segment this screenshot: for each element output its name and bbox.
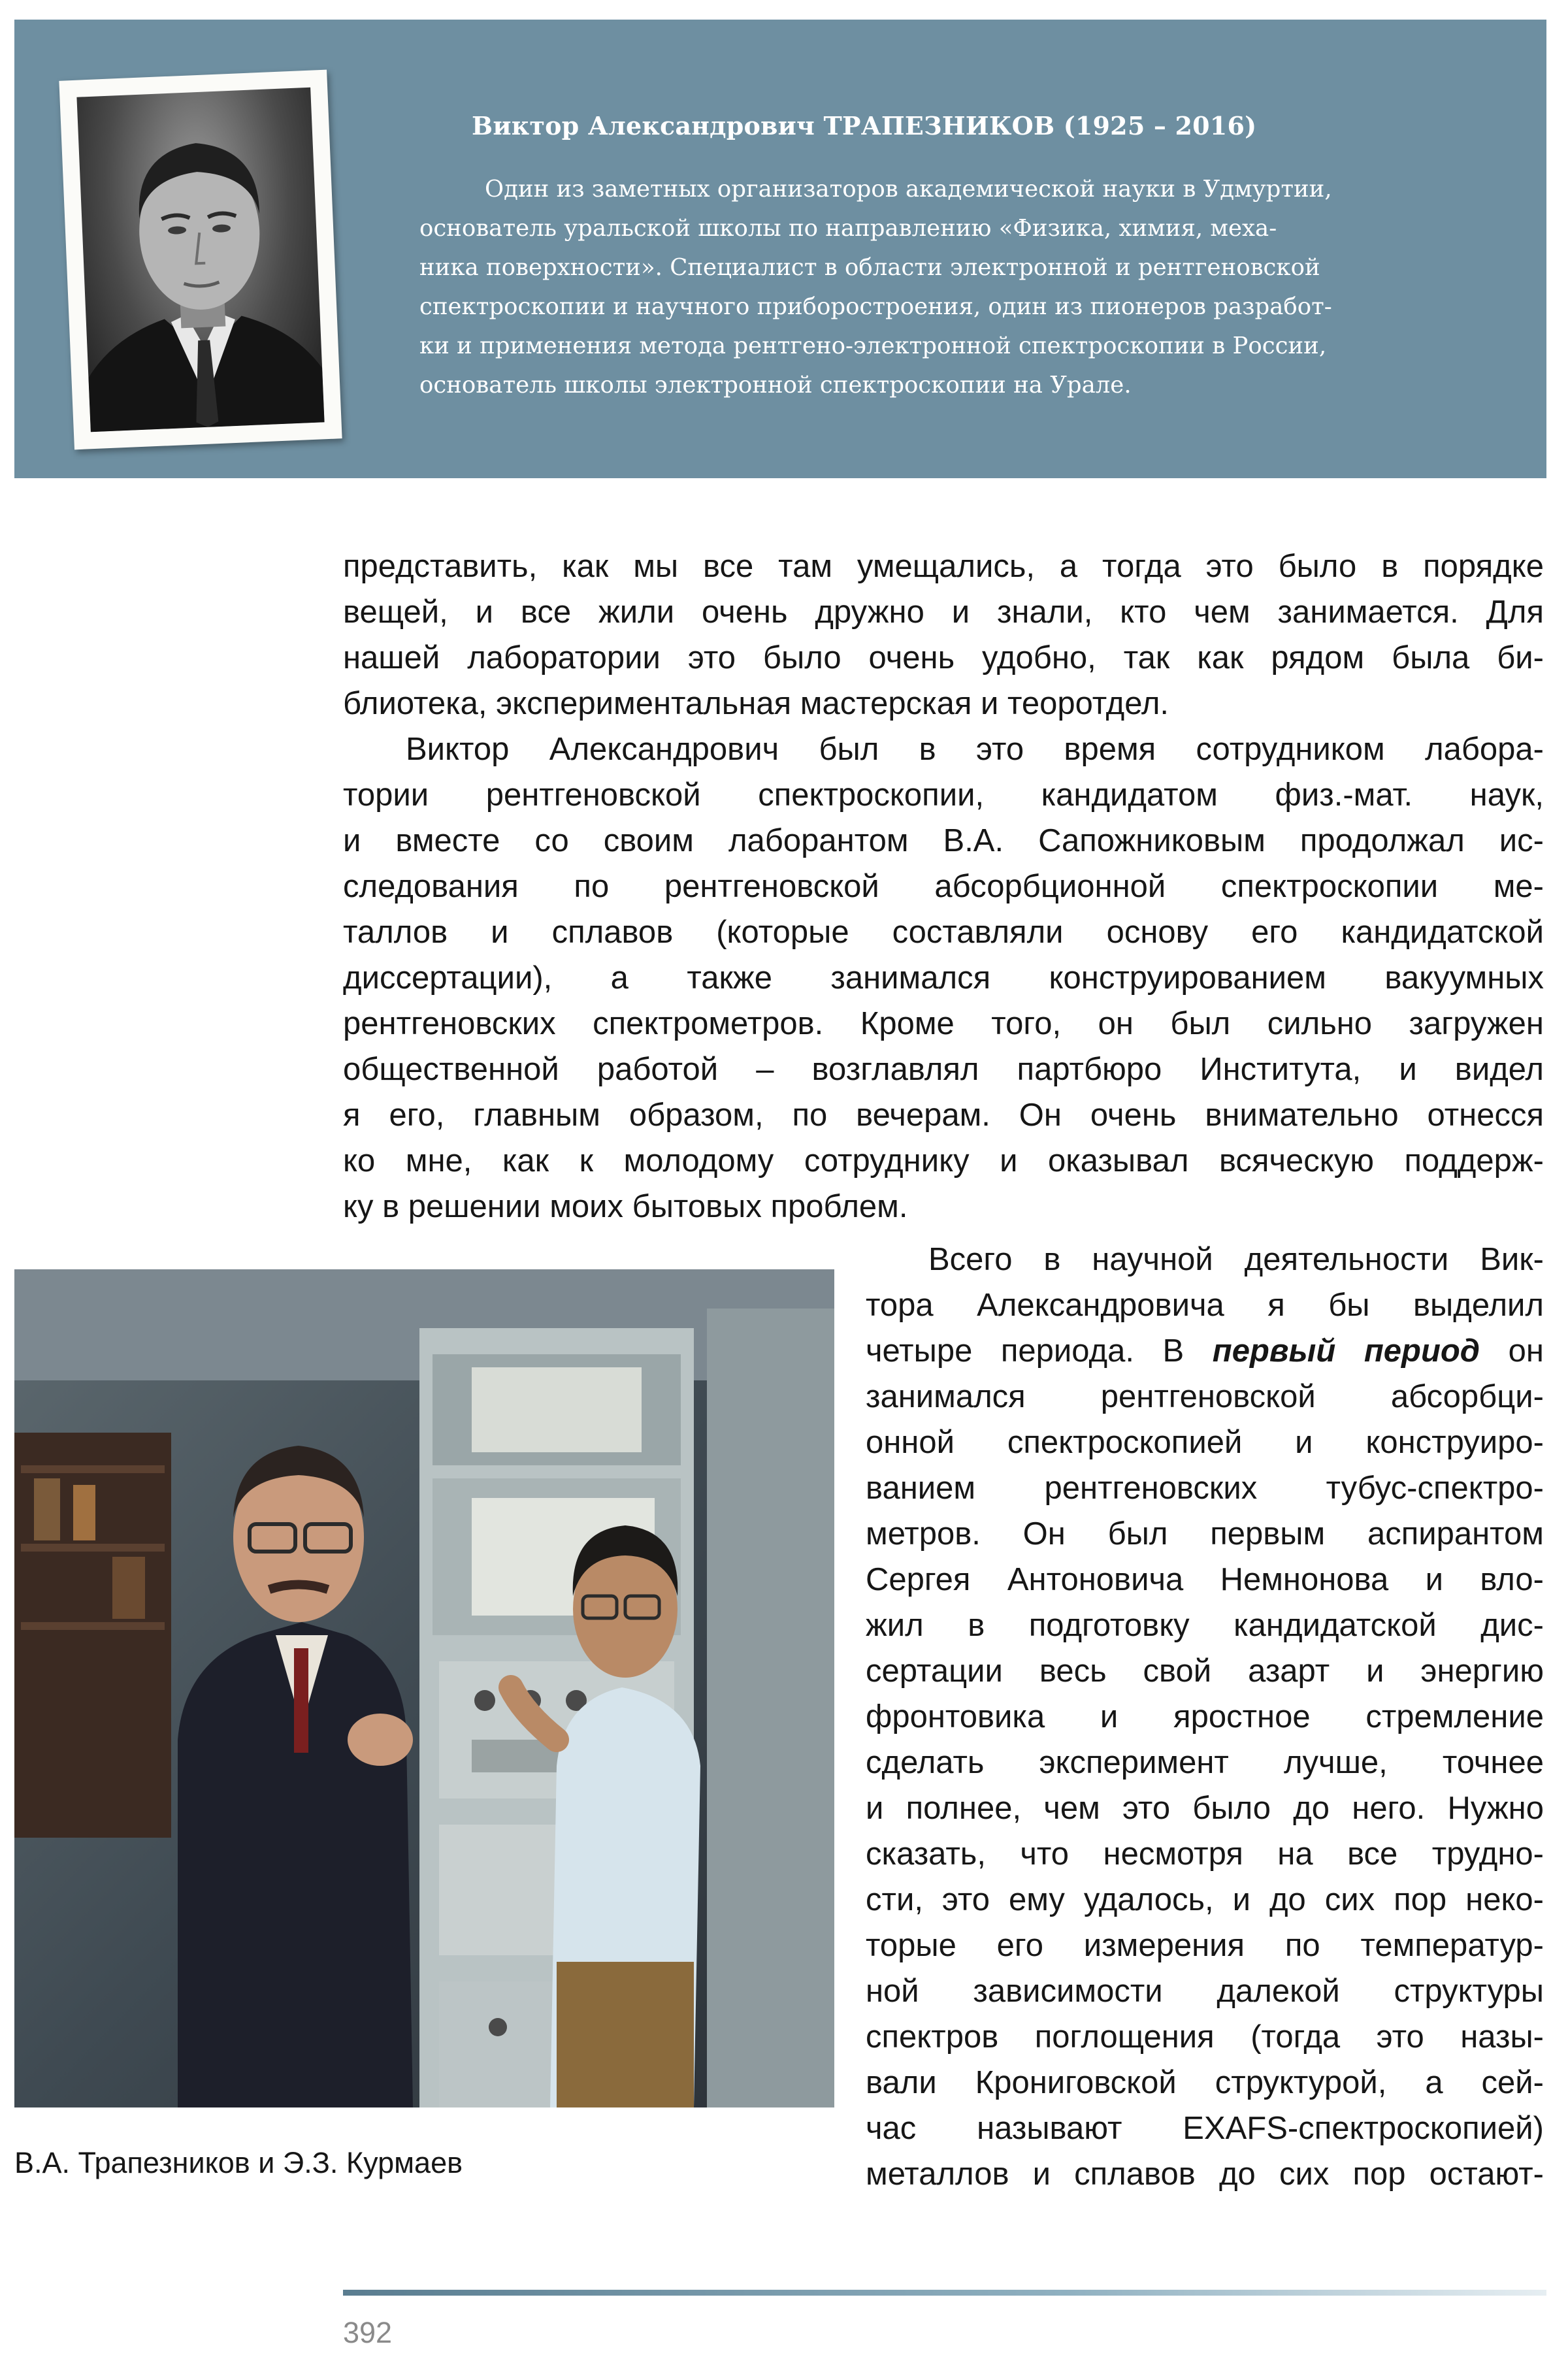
body-text-right	[866, 1237, 1544, 2197]
text-line: ку в решении моих бытовых проблем.	[343, 1189, 908, 1224]
text-line: час называют EXAFS-спектроскопией)	[866, 2111, 1544, 2146]
text-line: и вместе со своим лаборантом В.А. Сапожниковым продолжал ис-	[343, 823, 1544, 858]
text-line: тории рентгеновской спектроскопии, кандидатом физ.-мат. наук,	[343, 777, 1544, 813]
emphasis-first-period: первый период	[1212, 1333, 1480, 1369]
text-line: представить, как мы все там умещались, а тогда это было в порядке	[343, 549, 1544, 584]
text-line-emphasis	[866, 1328, 1544, 1374]
text-line: следования по рентгеновской абсорбционной спектроскопии ме-	[343, 869, 1544, 904]
photo-caption: В.А. Трапезников и Э.З. Курмаев	[14, 2146, 463, 2179]
text-line: таллов и сплавов (которые составляли основу его кандидатской	[343, 915, 1544, 950]
bio-line: Один из заметных организаторов академической науки в Удмуртии,	[485, 176, 1332, 203]
bio-line: основатель школы электронной спектроскопии на Урале.	[419, 372, 1132, 399]
text-line: ко мне, как к молодому сотруднику и оказывал всяческую поддерж-	[343, 1143, 1544, 1179]
bio-line: спектроскопии и научного приборостроения, один из пионеров разработ-	[419, 293, 1332, 320]
text-line: блиотека, экспериментальная мастерская и теоротдел.	[343, 686, 1169, 721]
bio-text	[419, 170, 1484, 405]
text-line: фронтовика и яростное стремление	[866, 1699, 1544, 1734]
text-line: сти, это ему удалось, и до сих пор неко-	[866, 1882, 1544, 1917]
text-line: торые его измерения по температур-	[866, 1928, 1544, 1963]
bio-line: ника поверхности». Специалист в области электронной и рентгеновской	[419, 254, 1320, 281]
text-line: Сергея Антоновича Немнонова и вло-	[866, 1562, 1544, 1597]
text-line: и полнее, чем это было до него. Нужно	[866, 1791, 1544, 1826]
text-line: сертации весь свой азарт и энергию	[866, 1653, 1544, 1689]
text-line: я его, главным образом, по вечерам. Он очень внимательно отнесся	[343, 1098, 1544, 1133]
footer-rule	[343, 2290, 1546, 2296]
text-line: вали Крониговской структурой, а сей-	[866, 2065, 1544, 2100]
text-line: спектров поглощения (тогда это назы-	[866, 2019, 1544, 2055]
text-line: ванием рентгеновских тубус-спектро-	[866, 1471, 1544, 1506]
bio-line: основатель уральской школы по направлению «Физика, химия, меха-	[419, 215, 1277, 242]
text-line: онной спектроскопией и конструиро-	[866, 1425, 1544, 1460]
text-line: занимался рентгеновской абсорбци-	[866, 1379, 1544, 1414]
text-line: метров. Он был первым аспирантом	[866, 1516, 1544, 1552]
text-run: он	[1480, 1333, 1544, 1369]
text-line: сделать эксперимент лучше, точнее	[866, 1745, 1544, 1780]
page-number: 392	[343, 2316, 393, 2349]
text-line: рентгеновских спектрометров. Кроме того, он был сильно загружен	[343, 1006, 1544, 1041]
bio-title: Виктор Александрович ТРАПЕЗНИКОВ (1925 – 2016)	[472, 111, 1257, 140]
text-line: общественной работой – возглавлял партбюро Института, и видел	[343, 1052, 1544, 1087]
text-line: металлов и сплавов до сих пор остают-	[866, 2156, 1544, 2192]
text-line: нашей лаборатории это было очень удобно, так как рядом была би-	[343, 640, 1544, 675]
text-line: жил в подготовку кандидатской дис-	[866, 1608, 1544, 1643]
lab-photo	[14, 1269, 834, 2107]
text-line: ной зависимости далекой структуры	[866, 1974, 1544, 2009]
portrait-frame	[59, 70, 342, 450]
text-line: тора Александровича я бы выделил	[866, 1288, 1544, 1323]
text-line: Виктор Александрович был в это время сотрудником лабора-	[406, 732, 1544, 767]
body-text-top	[343, 544, 1544, 1229]
text-line: вещей, и все жили очень дружно и знали, кто чем занимается. Для	[343, 594, 1544, 630]
text-line: сказать, что несмотря на все трудно-	[866, 1836, 1544, 1872]
text-run: четыре периода. В	[866, 1333, 1213, 1369]
bio-line: ки и применения метода рентгено-электронной спектроскопии в России,	[419, 333, 1327, 359]
text-line: Всего в научной деятельности Вик-	[928, 1242, 1544, 1277]
portrait-photo	[76, 88, 324, 432]
bio-banner	[14, 20, 1546, 478]
text-line: диссертации), а также занимался конструированием вакуумных	[343, 960, 1544, 996]
